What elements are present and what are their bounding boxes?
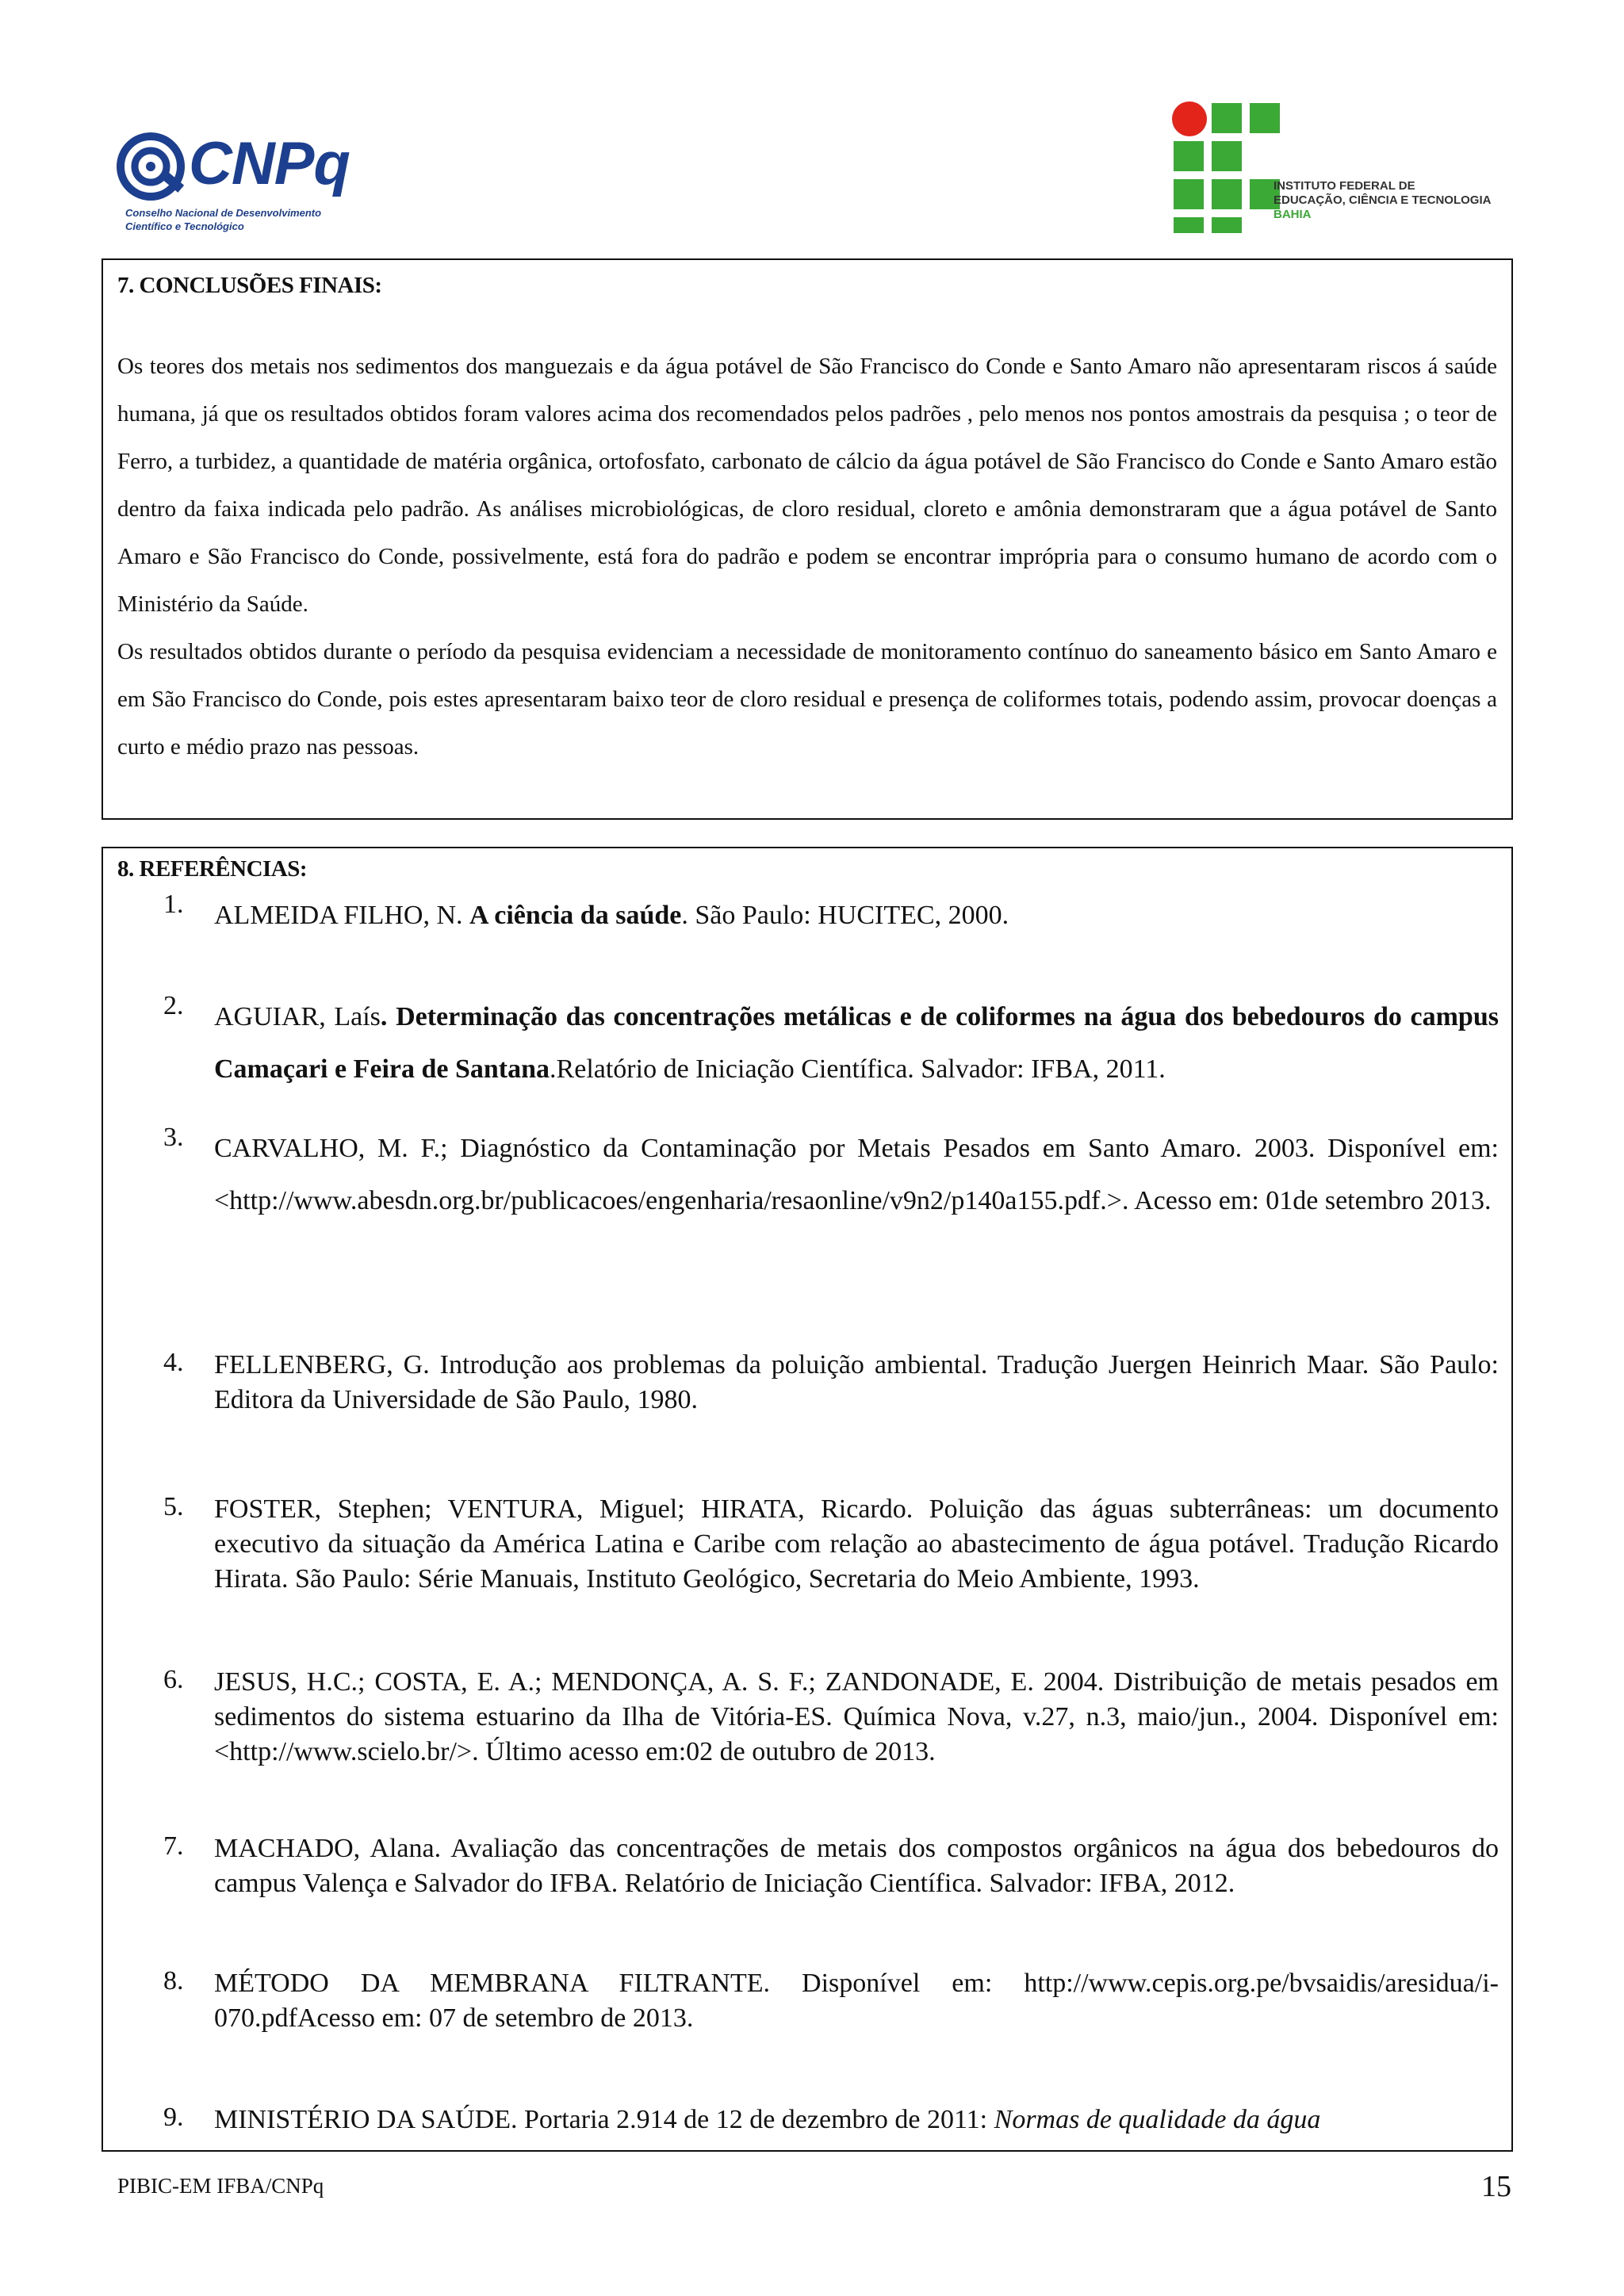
- reference-number: 1.: [163, 890, 184, 919]
- reference-item: [163, 1348, 1499, 1418]
- reference-text-plain: . São Paulo: HUCITEC, 2000.: [681, 901, 1009, 930]
- ifba-line1: INSTITUTO FEDERAL DE: [1274, 179, 1415, 193]
- reference-text: CARVALHO, M. F.; Diagnóstico da Contaminação por Metais Pesados em Santo Amaro. 2003. Disponível em: <http://www.abesdn.org.br/publicacoes/engenharia/resaonline/v9n2/p140a155.pdf.>. Acesso em: 01de setembro 2013.: [214, 1134, 1499, 1215]
- cnpq-emblem-icon: [116, 132, 186, 201]
- reference-text-plain: MINISTÉRIO DA SAÚDE. Portaria 2.914 de 12 de dezembro de 2011:: [214, 2105, 994, 2134]
- reference-title: A ciência da saúde: [469, 901, 682, 930]
- reference-number: 8.: [163, 1966, 184, 1996]
- reference-number: 3.: [163, 1123, 184, 1152]
- conclusions-heading: 7. CONCLUSÕES FINAIS:: [117, 273, 382, 298]
- reference-text: MACHADO, Alana. Avaliação das concentrações de metais dos compostos orgânicos na água dos bebedouros do campus Valença e Salvador do IFBA. Relatório de Iniciação Científica. Salvador: IFBA, 2012.: [214, 1834, 1499, 1898]
- reference-number: 7.: [163, 1831, 184, 1861]
- reference-text-plain: .Relatório de Iniciação Científica. Salvador: IFBA, 2011.: [550, 1054, 1166, 1084]
- reference-text: [214, 890, 1499, 942]
- reference-text: [214, 991, 1499, 1096]
- ifba-logo: [1169, 98, 1534, 241]
- reference-text-plain: ALMEIDA FILHO, N.: [214, 901, 470, 930]
- references-section: [102, 847, 1513, 2152]
- reference-item: [163, 2103, 1499, 2147]
- reference-text: FOSTER, Stephen; VENTURA, Miguel; HIRATA, Ricardo. Poluição das águas subterrâneas: um documento executivo da situação da América Latina e Caribe com relação ao abastecimento de água potável. Tradução Ricardo Hirata. São Paulo: Série Manuais, Instituto Geológico, Secretaria do Meio Ambiente, 1993.: [214, 1494, 1499, 1594]
- cnpq-logo-subtitle: [125, 206, 363, 233]
- conclusions-paragraph-2: Os resultados obtidos durante o período da pesquisa evidenciam a necessidade de monitoramento contínuo do saneamento básico em Santo Amaro e em São Francisco do Conde, pois estes apresentaram baixo teor de cloro residual e presença de coliformes totais, podendo assim, provocar doenças a curto e médio prazo nas pessoas.: [117, 639, 1497, 760]
- conclusions-paragraph-1: Os teores dos metais nos sedimentos dos manguezais e da água potável de São Francisco do Conde e Santo Amaro não apresentaram riscos á saúde humana, já que os resultados obtidos foram valores acima dos recomendados pelos padrões , pelo menos nos pontos amostrais da pesquisa ; o teor de Ferro, a turbidez, a quantidade de matéria orgânica, ortofosfato, carbonato de cálcio da água potável de São Francisco do Conde e Santo Amaro estão dentro da faixa indicada pelo padrão. As análises microbiológicas, de cloro residual, cloreto e amônia demonstraram que a água potável de Santo Amaro e São Francisco do Conde, possivelmente, está fora do padrão e podem se encontrar imprópria para o consumo humano de acordo com o Ministério da Saúde.: [117, 354, 1497, 617]
- reference-text: MÉTODO DA MEMBRANA FILTRANTE. Disponível em: http://www.cepis.org.pe/bvsaidis/aresidua/i-070.pdfAcesso em: 07 de setembro de 2013.: [214, 1969, 1499, 2033]
- ifba-logo-text: [1274, 179, 1535, 222]
- reference-text: JESUS, H.C.; COSTA, E. A.; MENDONÇA, A. S. F.; ZANDONADE, E. 2004. Distribuição de metais pesados em sedimentos do sistema estuarino da Ilha de Vitória-ES. Química Nova, v.27, n.3, maio/jun., 2004. Disponível em:<http://www.scielo.br/>. Último acesso em:02 de outubro de 2013.: [214, 1667, 1499, 1766]
- reference-number: 6.: [163, 1665, 184, 1694]
- conclusions-body: [117, 342, 1497, 771]
- cnpq-subtitle-line1: Conselho Nacional de Desenvolvimento: [125, 207, 322, 219]
- reference-item: [163, 1665, 1499, 1770]
- page-number: 15: [1481, 2170, 1511, 2203]
- reference-title: Normas de qualidade da água: [994, 2105, 1321, 2134]
- ifba-line3: BAHIA: [1274, 208, 1312, 221]
- reference-number: 9.: [163, 2103, 184, 2132]
- reference-item: [163, 1831, 1499, 1901]
- cnpq-logo-text: CNPq: [189, 130, 350, 197]
- reference-item: [163, 991, 1499, 1096]
- cnpq-logo: [116, 127, 354, 246]
- references-heading: 8. REFERÊNCIAS:: [117, 856, 308, 882]
- reference-number: 5.: [163, 1492, 184, 1521]
- reference-number: 4.: [163, 1348, 184, 1377]
- reference-item: [163, 1123, 1499, 1227]
- reference-item: [163, 890, 1499, 942]
- reference-item: [163, 1492, 1499, 1597]
- reference-text: FELLENBERG, G. Introdução aos problemas da poluição ambiental. Tradução Juergen Heinrich Maar. São Paulo: Editora da Universidade de São Paulo, 1980.: [214, 1350, 1499, 1414]
- reference-item: [163, 1966, 1499, 2036]
- footer-program: PIBIC-EM IFBA/CNPq: [117, 2174, 324, 2198]
- reference-text: [214, 2103, 1499, 2137]
- cnpq-subtitle-line2: Científico e Tecnológico: [125, 220, 244, 232]
- reference-title: . Determinação das concentrações metálicas e de coliformes na água dos bebedouros do campus Camaçari e Feira de Santana: [214, 1002, 1499, 1084]
- conclusions-section: [102, 258, 1513, 820]
- ifba-line2: EDUCAÇÃO, CIÊNCIA E TECNOLOGIA: [1274, 193, 1492, 207]
- reference-text-plain: AGUIAR, Laís: [214, 1002, 381, 1031]
- reference-number: 2.: [163, 991, 184, 1020]
- ifba-emblem-icon: [1169, 98, 1285, 233]
